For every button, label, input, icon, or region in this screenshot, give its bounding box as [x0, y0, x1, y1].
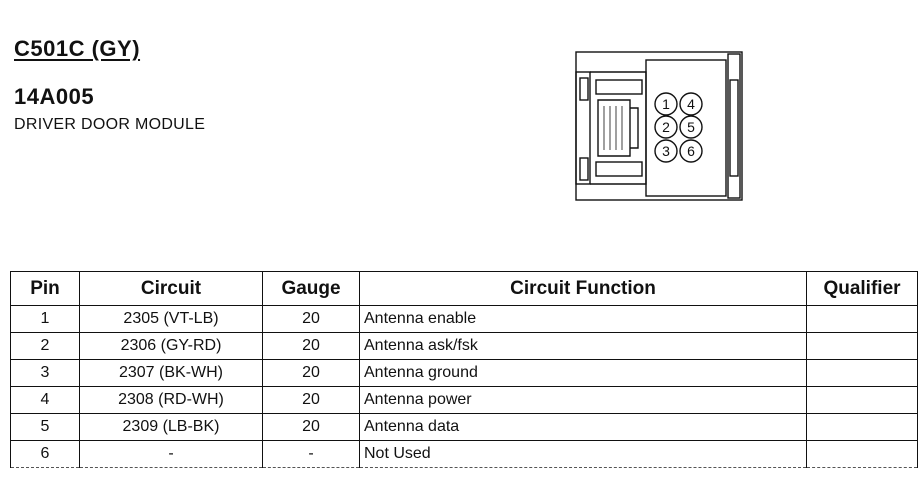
cell-circuit: 2309 (LB-BK): [80, 414, 263, 441]
part-number: 14A005: [14, 84, 95, 109]
cavity-label-5: 5: [687, 119, 695, 135]
connector-left-clip-bottom: [580, 158, 588, 180]
table-header-row: [11, 272, 918, 306]
cell-pin: 5: [11, 414, 80, 441]
cell-gauge: 20: [263, 360, 360, 387]
connector-lock-ramp: [630, 108, 638, 148]
cell-pin: 6: [11, 441, 80, 468]
pinout-table: [10, 271, 918, 468]
connector-latch-top-bar: [596, 80, 642, 94]
cell-gauge: 20: [263, 414, 360, 441]
cell-function: Antenna power: [360, 387, 807, 414]
table-row: [11, 306, 918, 333]
cell-pin: 1: [11, 306, 80, 333]
table-row: [11, 414, 918, 441]
cell-function: Antenna data: [360, 414, 807, 441]
header-circuit: Circuit: [80, 272, 263, 306]
header-qualifier: Qualifier: [807, 272, 918, 306]
connector-left-clip-top: [580, 78, 588, 100]
cell-qualifier: [807, 333, 918, 360]
connector-id: C501C (GY): [14, 36, 141, 61]
module-name: DRIVER DOOR MODULE: [14, 116, 206, 133]
cell-circuit: 2305 (VT-LB): [80, 306, 263, 333]
connector-face-diagram: [574, 50, 746, 204]
cell-pin: 2: [11, 333, 80, 360]
connector-housing-outline: [576, 52, 742, 200]
cell-gauge: -: [263, 441, 360, 468]
connector-latch-bottom-bar: [596, 162, 642, 176]
cell-qualifier: [807, 387, 918, 414]
cell-circuit: -: [80, 441, 263, 468]
cell-gauge: 20: [263, 333, 360, 360]
cell-circuit: 2306 (GY-RD): [80, 333, 263, 360]
cell-qualifier: [807, 360, 918, 387]
cavity-label-1: 1: [662, 96, 670, 112]
header-pin: Pin: [11, 272, 80, 306]
cell-circuit: 2308 (RD-WH): [80, 387, 263, 414]
cavity-label-3: 3: [662, 143, 670, 159]
connector-lock-tab: [598, 100, 630, 156]
cavity-label-4: 4: [687, 96, 695, 112]
table-row: [11, 360, 918, 387]
cell-pin: 4: [11, 387, 80, 414]
connector-lock-ribs: [604, 106, 622, 150]
cell-qualifier: [807, 414, 918, 441]
connector-face-drawing: [574, 50, 746, 204]
cell-pin: 3: [11, 360, 80, 387]
cell-function: Not Used: [360, 441, 807, 468]
header-circuit-function: Circuit Function: [360, 272, 807, 306]
cell-gauge: 20: [263, 306, 360, 333]
cell-qualifier: [807, 441, 918, 468]
cavity-label-2: 2: [662, 119, 670, 135]
header-gauge: Gauge: [263, 272, 360, 306]
cell-function: Antenna ground: [360, 360, 807, 387]
cell-qualifier: [807, 306, 918, 333]
connector-pin-face: [646, 60, 726, 196]
cell-circuit: 2307 (BK-WH): [80, 360, 263, 387]
cell-function: Antenna enable: [360, 306, 807, 333]
table-row: [11, 441, 918, 468]
table-row: [11, 333, 918, 360]
cavity-label-6: 6: [687, 143, 695, 159]
cell-function: Antenna ask/fsk: [360, 333, 807, 360]
cell-gauge: 20: [263, 387, 360, 414]
table-row: [11, 387, 918, 414]
connector-right-key: [730, 80, 738, 176]
